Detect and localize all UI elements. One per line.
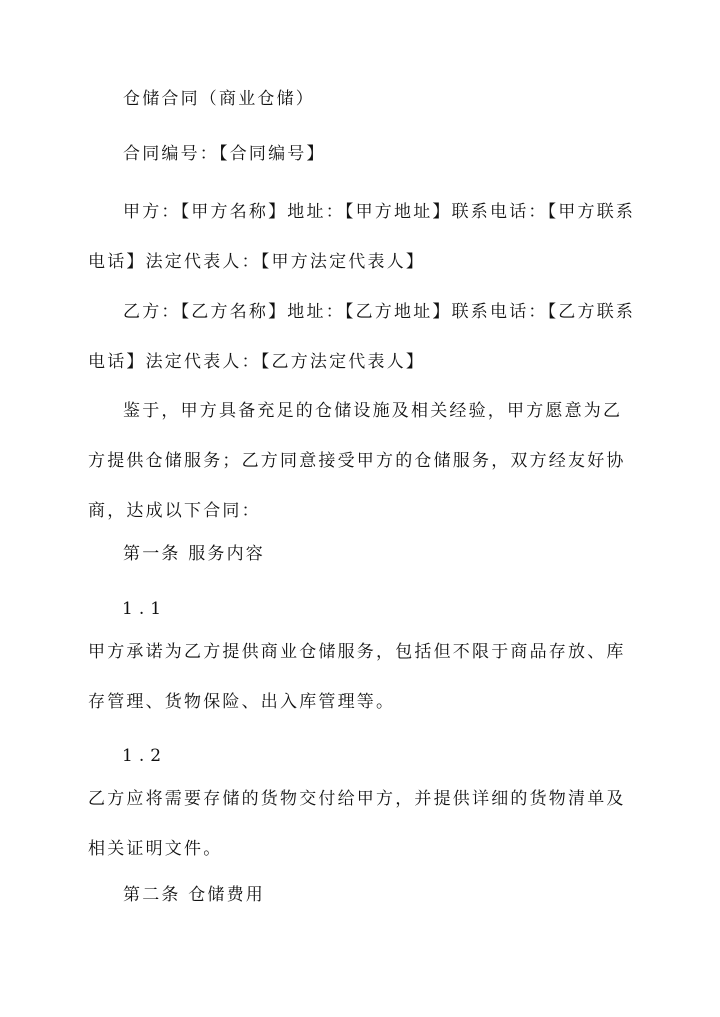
clause-1-2-text: 乙方应将需要存储的货物交付给甲方，并提供详细的货物清单及相关证明文件。	[88, 789, 626, 859]
article-1-heading: 第一条 服务内容	[123, 544, 266, 564]
clause-1-1-number: 1.1	[122, 599, 168, 619]
clause-1-2-number: 1.2	[122, 746, 168, 766]
party-b-info: 乙方：【乙方名称】地址：【乙方地址】联系电话：【乙方联系电话】法定代表人：【乙方法定代表人】	[88, 302, 636, 372]
article-2-heading: 第二条 仓储费用	[123, 885, 266, 905]
document-title: 仓储合同（商业仓储）	[123, 89, 315, 109]
preamble: 鉴于，甲方具备充足的仓储设施及相关经验，甲方愿意为乙方提供仓储服务；乙方同意接受甲方的仓储服务，双方经友好协商，达成以下合同：	[88, 401, 626, 521]
contract-number: 合同编号：【合同编号】	[123, 144, 326, 164]
party-a-info: 甲方：【甲方名称】地址：【甲方地址】联系电话：【甲方联系电话】法定代表人：【甲方法定代表人】	[88, 202, 636, 272]
clause-1-1-text: 甲方承诺为乙方提供商业仓储服务，包括但不限于商品存放、库存管理、货物保险、出入库管理等。	[88, 642, 626, 712]
